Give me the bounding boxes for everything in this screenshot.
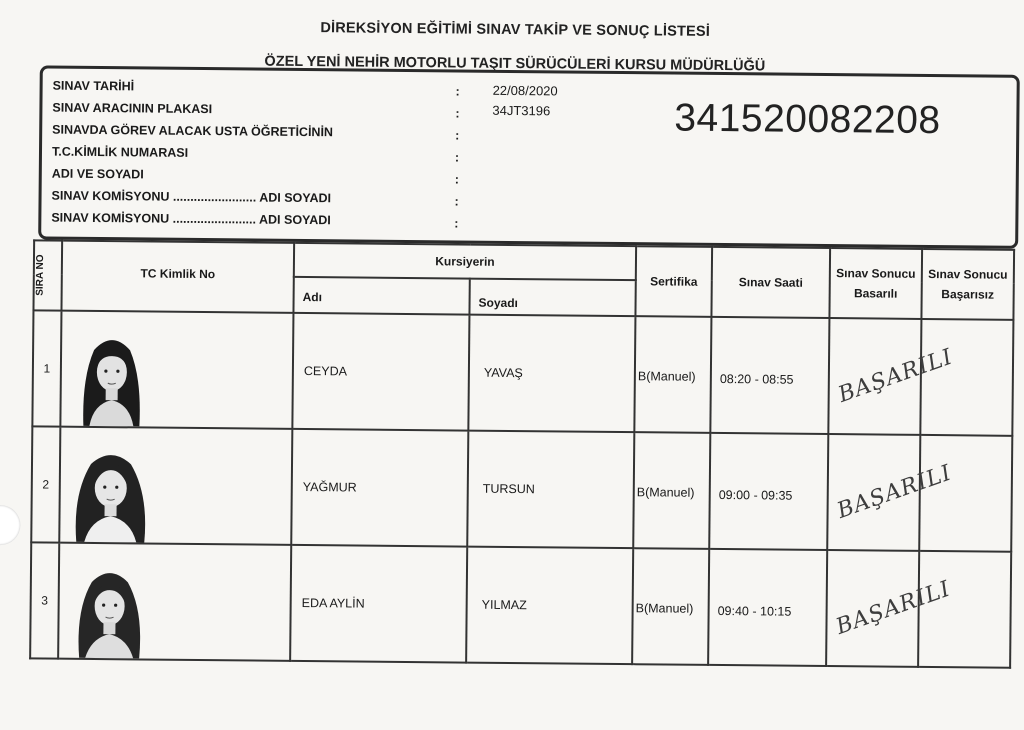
result-handwritten: BAŞARILI bbox=[834, 460, 956, 524]
header-sonuc-basarili: Sınav Sonucu Basarılı bbox=[829, 248, 922, 319]
result-passed-cell bbox=[828, 318, 957, 435]
table-row bbox=[31, 426, 1012, 551]
candidate-first-name: YAĞMUR bbox=[291, 429, 468, 547]
colon: : bbox=[454, 150, 460, 165]
document-title: DİREKSİYON EĞİTİMİ SINAV TAKİP VE SONUÇ LİSTESİ bbox=[320, 20, 711, 40]
result-failed-cell bbox=[919, 435, 1012, 552]
candidate-first-name: CEYDA bbox=[292, 313, 469, 431]
header-sonuc-basarisiz: Sınav Sonucu Başarısız bbox=[921, 249, 1014, 320]
candidate-photo bbox=[59, 427, 292, 545]
colon: : bbox=[454, 216, 459, 231]
header-sira-no: SIRA NO bbox=[33, 240, 62, 310]
candidate-surname: YAVAŞ bbox=[468, 315, 635, 433]
header-sinav-saati: Sınav Saati bbox=[711, 247, 830, 318]
row-number: 1 bbox=[32, 310, 61, 426]
result-failed-cell bbox=[918, 551, 1011, 668]
header-soyadi: Soyadı bbox=[469, 279, 635, 317]
candidate-certificate: B(Manuel) bbox=[632, 548, 709, 665]
row-number: 3 bbox=[30, 542, 59, 658]
document-number: 341520082208 bbox=[674, 96, 941, 143]
result-passed-cell bbox=[827, 434, 956, 551]
info-label-tc-number: T.C.KİMLİK NUMARASI bbox=[51, 144, 189, 160]
header-kursiyerin: Kursiyerin bbox=[294, 243, 636, 280]
candidate-first-name: EDA AYLİN bbox=[290, 545, 467, 663]
candidate-photo bbox=[58, 543, 291, 661]
exam-time: 09:40 - 10:15 bbox=[708, 549, 827, 666]
exam-time: 08:20 - 08:55 bbox=[710, 317, 829, 434]
candidate-surname: TURSUN bbox=[467, 431, 634, 549]
info-label-commission-1: SINAV KOMİSYONU ........................ ADI SOYADI bbox=[51, 188, 332, 206]
header-sertifika: Sertifika bbox=[635, 246, 712, 317]
info-value-plate: 34JT3196 bbox=[492, 102, 551, 119]
punch-hole bbox=[0, 505, 21, 545]
result-handwritten: BAŞARILI bbox=[835, 344, 957, 408]
info-label-commission-2: SINAV KOMİSYONU ........................ ADI SOYADI bbox=[51, 210, 331, 228]
candidate-surname: YILMAZ bbox=[466, 547, 633, 665]
info-label-name: ADI VE SOYADI bbox=[51, 166, 144, 182]
table-row bbox=[30, 542, 1011, 667]
candidate-certificate: B(Manuel) bbox=[634, 316, 711, 433]
colon: : bbox=[454, 194, 459, 209]
info-label-exam-date: SINAV TARİHİ bbox=[52, 78, 135, 94]
exam-time: 09:00 - 09:35 bbox=[709, 433, 828, 550]
result-handwritten: BAŞARILI bbox=[832, 576, 955, 640]
result-failed-cell bbox=[920, 319, 1013, 436]
colon: : bbox=[455, 84, 460, 99]
candidate-certificate: B(Manuel) bbox=[633, 432, 710, 549]
colon: : bbox=[455, 128, 460, 143]
info-value-exam-date: 22/08/2020 bbox=[492, 82, 558, 99]
document-subtitle: ÖZEL YENİ NEHİR MOTORLU TAŞIT SÜRÜCÜLERİ KURSU MÜDÜRLÜĞÜ bbox=[264, 53, 766, 75]
header-adi: Adı bbox=[293, 277, 469, 315]
info-label-plate: SINAV ARACININ PLAKASI bbox=[52, 100, 213, 117]
candidate-photo bbox=[60, 311, 293, 429]
table-row bbox=[32, 310, 1013, 435]
results-table bbox=[29, 239, 1015, 668]
info-label-instructor: SINAVDA GÖREV ALACAK USTA ÖĞRETİCİNİN bbox=[52, 122, 334, 140]
exam-info-box bbox=[38, 65, 1020, 248]
colon: : bbox=[455, 106, 460, 121]
header-tc-kimlik: TC Kimlik No bbox=[61, 241, 294, 313]
result-passed-cell bbox=[826, 550, 955, 667]
colon: : bbox=[454, 172, 459, 187]
row-number: 2 bbox=[31, 426, 60, 542]
